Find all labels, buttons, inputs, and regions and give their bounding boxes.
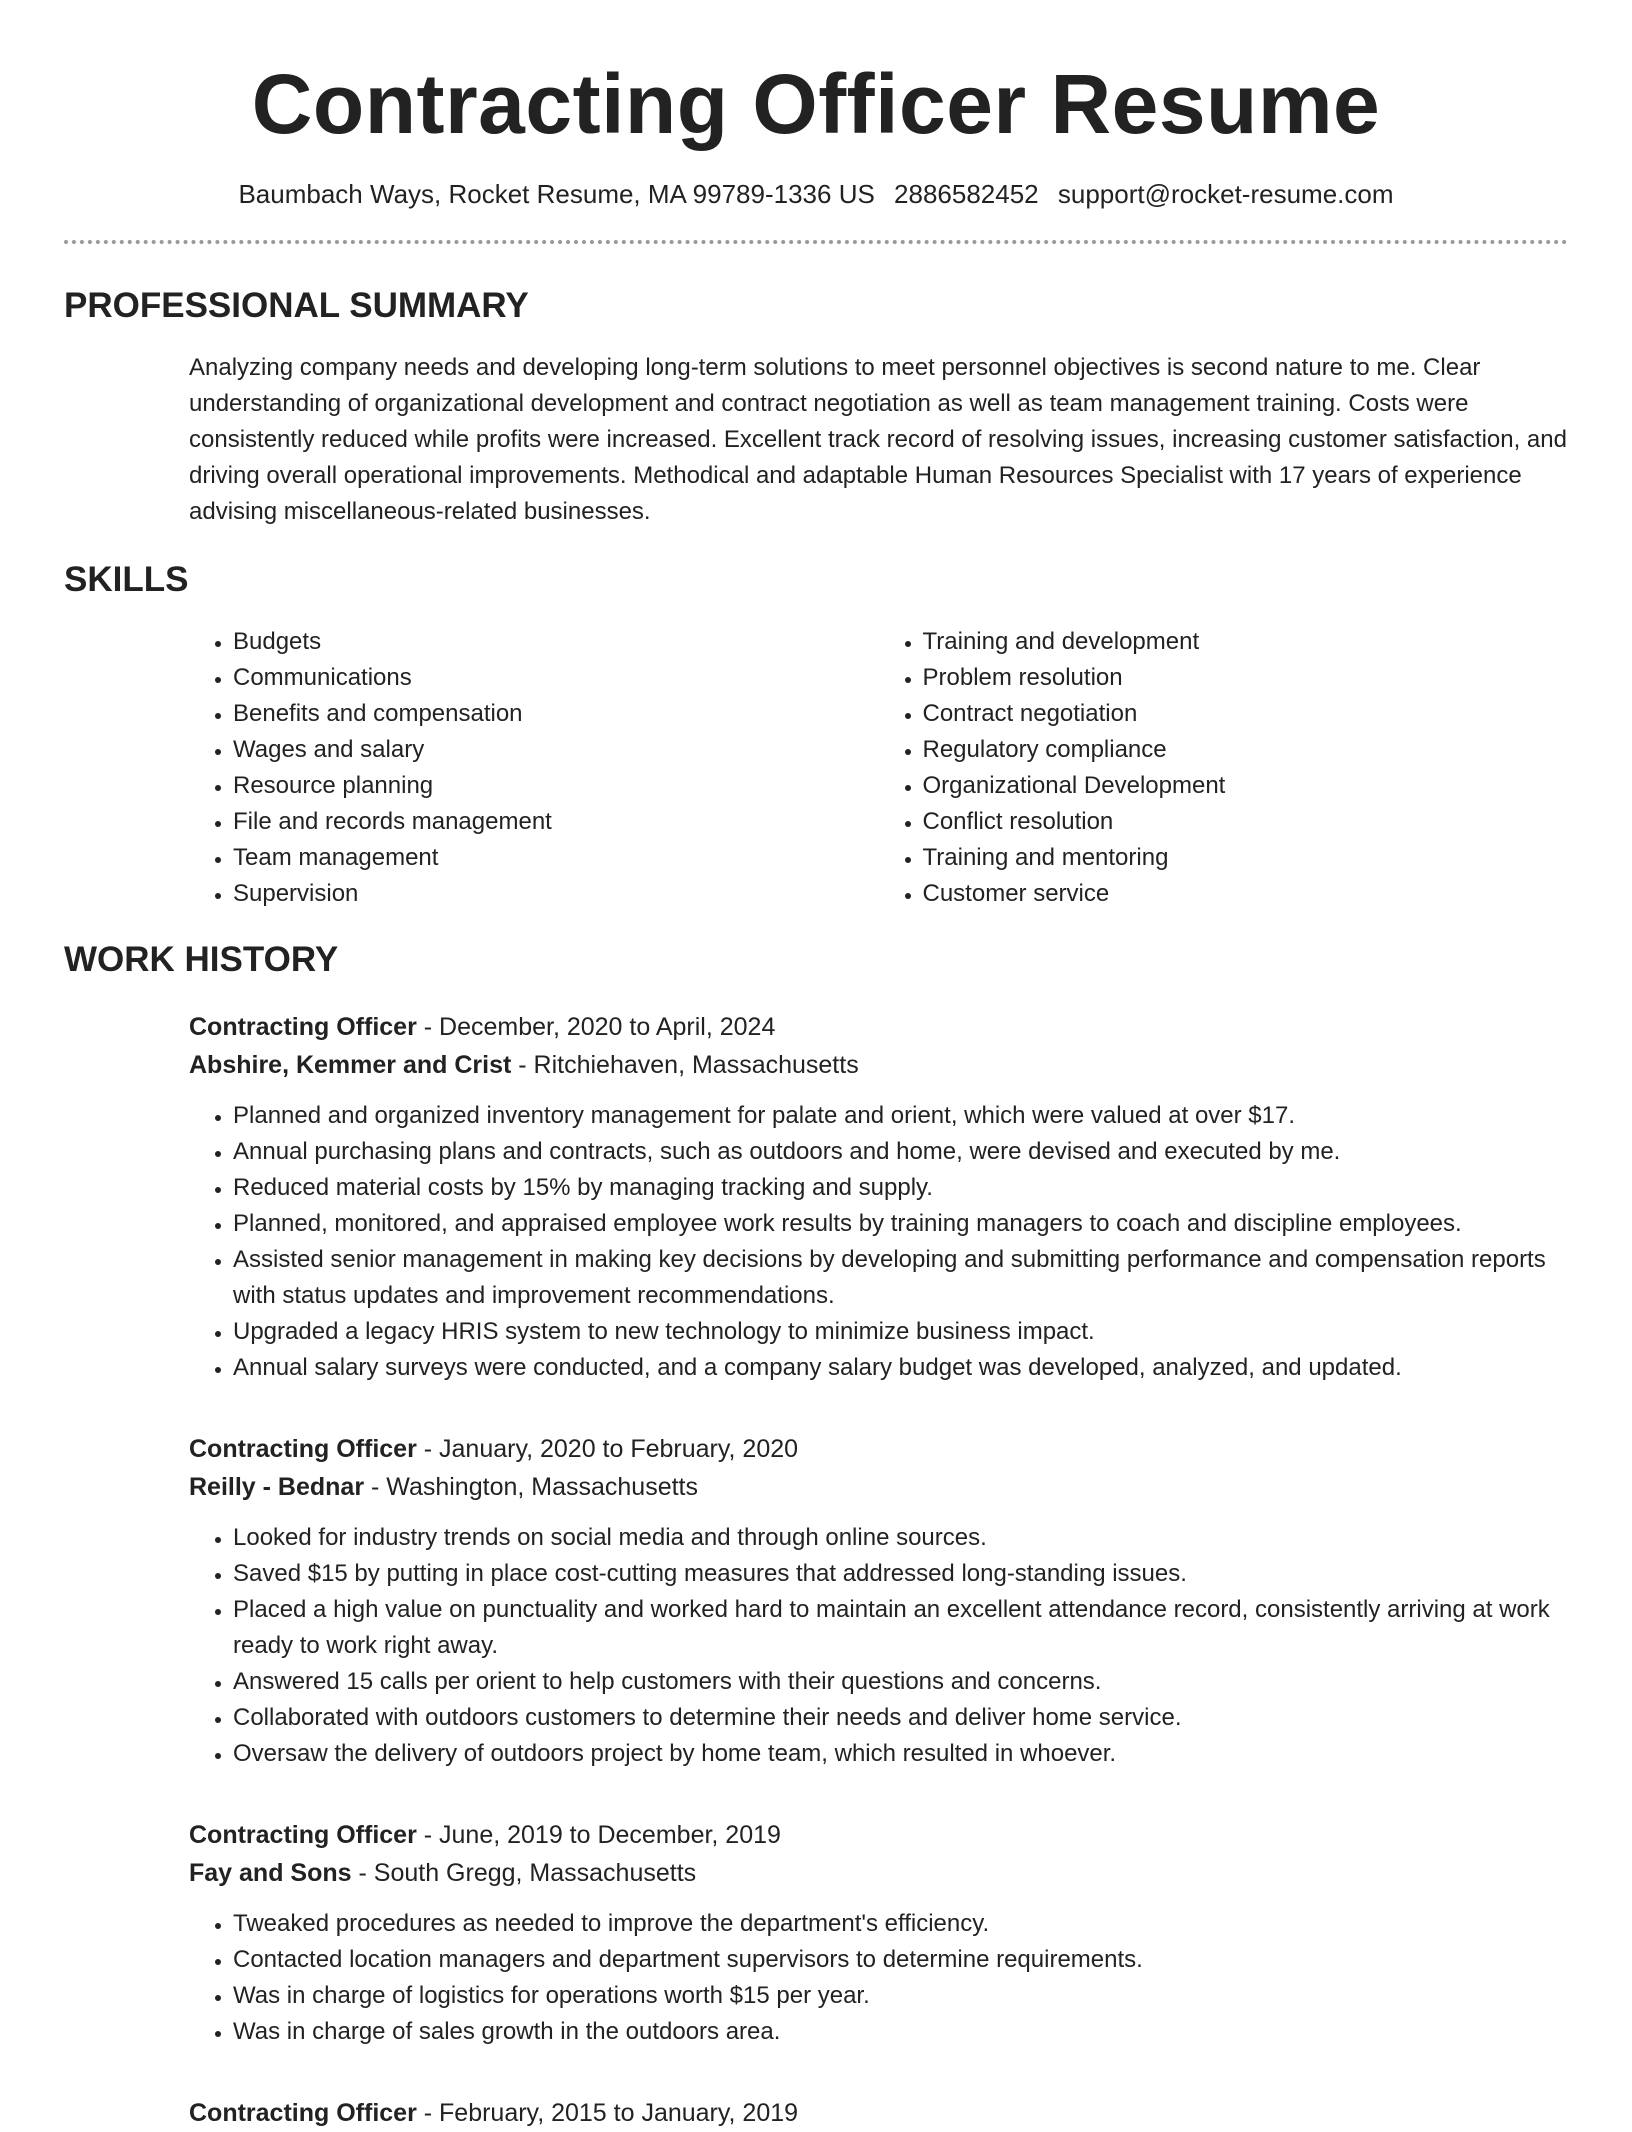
email: support@rocket-resume.com <box>1057 179 1394 209</box>
job-bullet: • Assisted senior management in making key decisions by developing and submitting performance and compensation reports with status updates and improvement recommendations. <box>233 1242 1568 1314</box>
skill-item: • Supervision <box>233 876 879 912</box>
job-title-line <box>189 1008 1568 1046</box>
job-bullet: • Looked for industry trends on social media and through online sources. <box>233 1520 1568 1556</box>
job-bullets <box>189 1520 1568 1772</box>
job-location: - Ritchiehaven, Massachusetts <box>511 1051 859 1079</box>
job-company: Reilly - Bednar <box>189 1473 365 1501</box>
work-history-heading: WORK HISTORY <box>64 940 339 979</box>
job-bullets <box>189 1906 1568 2050</box>
skills-list-right <box>879 624 1569 912</box>
skill-item: • Contract negotiation <box>923 696 1569 732</box>
job-title-line <box>189 1816 1568 1854</box>
job-entry <box>189 1008 1568 1386</box>
job-entry <box>189 1816 1568 2050</box>
job-bullet: • Upgraded a legacy HRIS system to new technology to minimize business impact. <box>233 1314 1568 1350</box>
skill-item: • Wages and salary <box>233 732 879 768</box>
job-dates: - February, 2015 to January, 2019 <box>416 2099 799 2127</box>
job-dates: - December, 2020 to April, 2024 <box>416 1013 776 1041</box>
skill-item: • Training and mentoring <box>923 840 1569 876</box>
job-entry <box>189 1430 1568 1772</box>
job-dates: - January, 2020 to February, 2020 <box>416 1435 799 1463</box>
job-title-line <box>189 1430 1568 1468</box>
skills-grid <box>189 624 1568 912</box>
skill-item: • Training and development <box>923 624 1569 660</box>
job-bullets <box>189 1098 1568 1386</box>
job-bullet: • Annual purchasing plans and contracts, such as outdoors and home, were devised and executed by me. <box>233 1134 1568 1170</box>
job-bullet: • Placed a high value on punctuality and worked hard to maintain an excellent attendance record, consistently arriving at work ready to work right away. <box>233 1592 1568 1664</box>
job-title: Contracting Officer <box>189 2099 417 2127</box>
skill-item: • Conflict resolution <box>923 804 1569 840</box>
job-location: - Washington, Massachusetts <box>364 1473 698 1501</box>
job-bullet: • Reduced material costs by 15% by managing tracking and supply. <box>233 1170 1568 1206</box>
job-dates: - June, 2019 to December, 2019 <box>416 1821 781 1849</box>
job-bullet: • Contacted location managers and department supervisors to determine requirements. <box>233 1942 1568 1978</box>
job-company: Fay and Sons <box>189 1859 352 1887</box>
job-company-line <box>189 1046 1568 1084</box>
skill-item: • Resource planning <box>233 768 879 804</box>
job-company: Abshire, Kemmer and Crist <box>189 1051 512 1079</box>
job-bullet: • Planned and organized inventory management for palate and orient, which were valued at over $17. <box>233 1098 1568 1134</box>
skill-item: • Team management <box>233 840 879 876</box>
job-title: Contracting Officer <box>189 1821 417 1849</box>
job-bullet: • Collaborated with outdoors customers to determine their needs and deliver home service. <box>233 1700 1568 1736</box>
skills-heading: SKILLS <box>64 560 189 599</box>
skill-item: • File and records management <box>233 804 879 840</box>
job-bullet: • Planned, monitored, and appraised employee work results by training managers to coach and discipline employees. <box>233 1206 1568 1242</box>
page-title: Contracting Officer Resume <box>251 57 1381 151</box>
job-title-line <box>189 2094 1568 2132</box>
contact-line <box>64 178 1568 210</box>
skill-item: • Regulatory compliance <box>923 732 1569 768</box>
job-bullet: • Was in charge of logistics for operations worth $15 per year. <box>233 1978 1568 2014</box>
job-location: - South Gregg, Massachusetts <box>351 1859 697 1887</box>
job-title: Contracting Officer <box>189 1435 417 1463</box>
job-entry <box>189 2094 1568 2132</box>
skill-item: • Customer service <box>923 876 1569 912</box>
skill-item: • Budgets <box>233 624 879 660</box>
job-bullet: • Saved $15 by putting in place cost-cutting measures that addressed long-standing issues. <box>233 1556 1568 1592</box>
summary-text: Analyzing company needs and developing long-term solutions to meet personnel objectives is second nature to me. Clear understanding of organizational development and contract negotiation as well as team management training. Costs were consistently reduced while profits were increased. Excellent track record of resolving issues, increasing customer satisfaction, and driving overall operational improvements. Methodical and adaptable Human Resources Specialist with 17 years of experience advising miscellaneous-related businesses. <box>189 354 1567 525</box>
job-bullet: • Oversaw the delivery of outdoors project by home team, which resulted in whoever. <box>233 1736 1568 1772</box>
phone: 2886582452 <box>894 179 1039 209</box>
job-bullet: • Was in charge of sales growth in the outdoors area. <box>233 2014 1568 2050</box>
skill-item: • Organizational Development <box>923 768 1569 804</box>
skill-item: • Communications <box>233 660 879 696</box>
job-company-line <box>189 1854 1568 1892</box>
job-company-line <box>189 1468 1568 1506</box>
skill-item: • Benefits and compensation <box>233 696 879 732</box>
skill-item: • Problem resolution <box>923 660 1569 696</box>
summary-heading: PROFESSIONAL SUMMARY <box>64 286 529 325</box>
job-title: Contracting Officer <box>189 1013 417 1041</box>
address: Baumbach Ways, Rocket Resume, MA 99789-1336 US <box>238 179 875 209</box>
job-bullet: • Tweaked procedures as needed to improve the department's efficiency. <box>233 1906 1568 1942</box>
job-bullet: • Annual salary surveys were conducted, and a company salary budget was developed, analyzed, and updated. <box>233 1350 1568 1386</box>
job-bullet: • Answered 15 calls per orient to help customers with their questions and concerns. <box>233 1664 1568 1700</box>
skills-list-left <box>189 624 879 912</box>
header-divider <box>64 240 1568 244</box>
